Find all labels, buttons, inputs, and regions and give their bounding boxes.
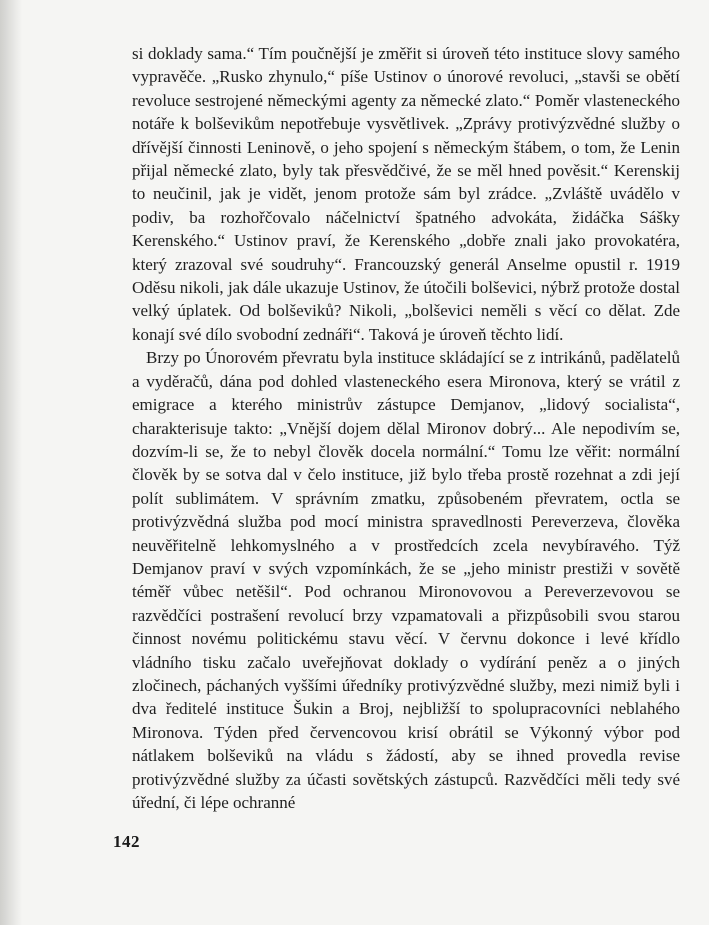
- binding-shadow: [0, 0, 22, 925]
- body-text: [132, 42, 680, 814]
- page-number: 142: [113, 832, 140, 851]
- paragraph-2: Brzy po Únorovém převratu byla instituce skládající se z intrikánů, padělatelů a vyděračů, dána pod dohled vlasteneckého esera Mironova, který se vrátil z emigrace a kterého ministrův zástupce Demjanov, „lidový socialista“, charakterisuje takto: „Vnější dojem dělal Mironov dobrý... Ale nepodivím se, dozvím-li se, že to nebyl člověk docela normální.“ Tomu lze věřit: normální člověk by se sotva dal v čelo instituce, již bylo třeba prostě rozehnat a zdi její polít sublimátem. V správním zmatku, způsobeném převratem, octla se protivýzvědná služba pod mocí ministra spravedlnosti Pereverzeva, člověka neuvěřitelně lehkomyslného a v prostředcích zcela nevybíravého. Týž Demjanov praví v svých vzpomínkách, že se „jeho ministr prestiži v sovětě téměř vůbec netěšil“. Pod ochranou Mironovovou a Pereverzevovou se razvědčíci postrašení revolucí brzy vzpamatovali a přizpůsobili svou starou činnost novému politickému stavu věcí. V červnu dokonce i levé křídlo vládního tisku začalo uveřejňovat doklady o vydírání peněz a o jiných zločinech, páchaných vyššími úředníky protivýzvědné služby, mezi nimiž byli i dva ředitelé instituce Šukin a Broj, nejbližší to spolupracovníci neblahého Mironova. Týden před červencovou krisí obrátil se Výkonný výbor pod nátlakem bolševiků na vládu s žádostí, aby se ihned provedla revise protivýzvědné služby za účasti sovětských zástupců. Razvědčíci měli tedy své úřední, či lépe ochranné: [132, 348, 680, 812]
- paragraph-1: si doklady sama.“ Tím poučnější je změřit si úroveň této instituce slovy samého vypravěče. „Rusko zhynulo,“ píše Ustinov o únorové revoluci, „stavši se obětí revoluce sestrojené německými agenty za německé zlato.“ Poměr vlasteneckého notáře k bolševikům nepotřebuje vysvětlivek. „Zprávy protivýzvědné služby o dřívější činnosti Leninově, o jeho spojení s německým štábem, o tom, že Lenin přijal německé zlato, byly tak přesvědčivé, že se měl hned pověsit.“ Kerenskij to neučinil, jak je vidět, jenom protože sám byl zrádce. „Zvláště uvádělo v podiv, ba rozhořčovalo náčelnictví špatného advokáta, židáčka Sášky Kerenského.“ Ustinov praví, že Kerenského „dobře znali jako provokatéra, který zrazoval své soudruhy“. Francouzský generál Anselme opustil r. 1919 Oděsu nikoli, jak dále ukazuje Ustinov, že útočili bolševici, nýbrž protože dostal velký úplatek. Od bolševiků? Nikoli, „bolševici neměli s věcí co dělat. Zde konají své dílo svobodní zednáři“. Taková je úroveň těchto lidí.: [132, 44, 680, 344]
